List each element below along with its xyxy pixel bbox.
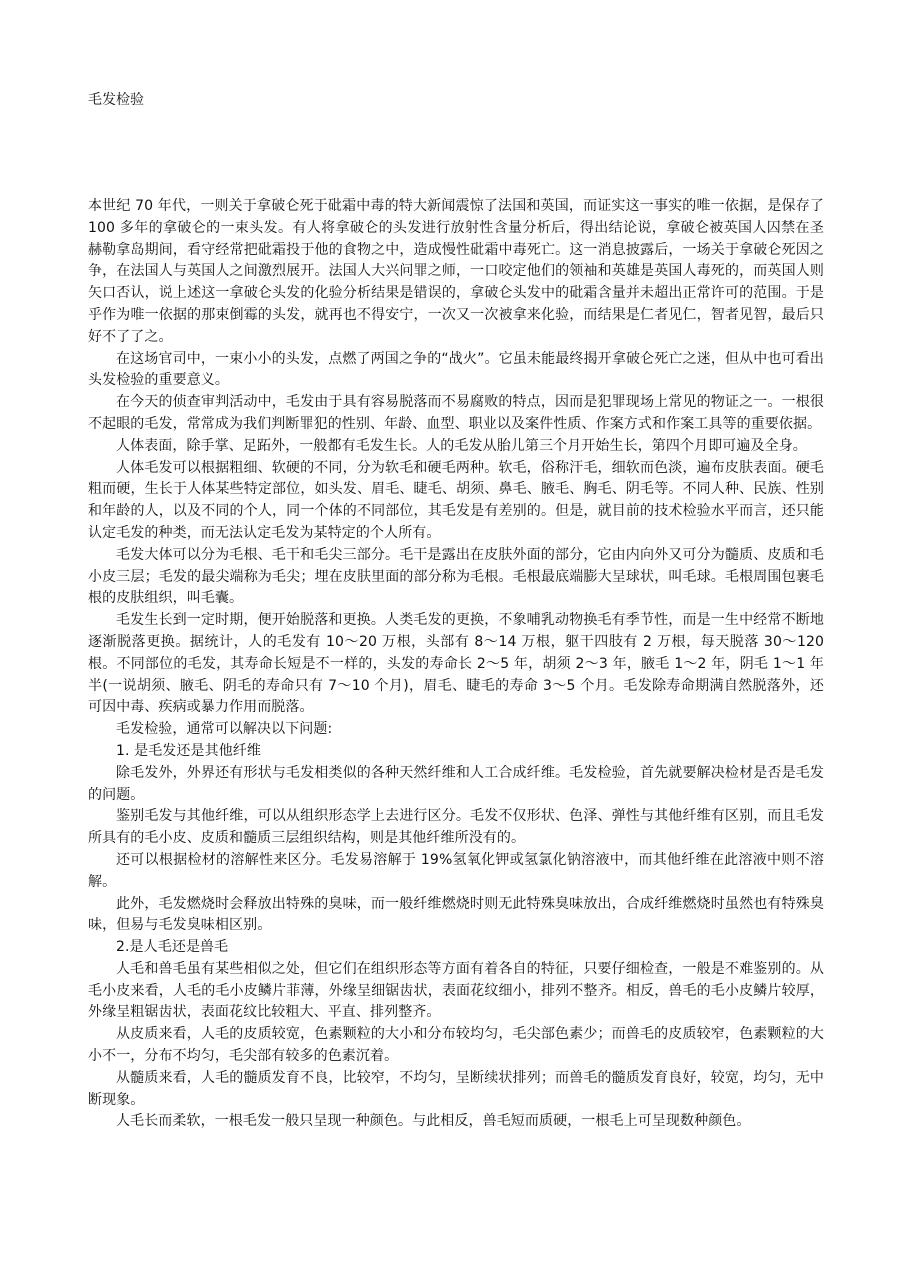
section-heading-human-or-animal: 2.是人毛还是兽毛	[116, 939, 229, 956]
paragraph-napoleon-story: 本世纪 70 年代，一则关于拿破仑死于砒霜中毒的特大新闻震惊了法国和英国，而证实这一事实的唯一依据，是保存了 100 多年的拿破仑的一束头发。有人将拿破仑的头发进行放射性含量分析后，得出结论说，拿破仑被英国人囚禁在圣赫勒拿岛期间，看守经常把砒霜投于他的食物之中，造成慢性砒霜中毒死亡。这一消息披露后，一场关于拿破仑死因之争，在法国人与英国人之间激烈展开。法国人大兴问罪之师，一口咬定他们的领袖和英雄是英国人毒死的，而英国人则矢口否认，说上述这一拿破仑头发的化验分析结果是错误的，拿破仑头发中的砒霜含量并未超出正常许可的范围。于是乎作为唯一依据的那束倒霉的头发，就再也不得安宁，一次又一次被拿来化验，而结果是仁者见仁，智者见智，最后只好不了了之。	[88, 198, 824, 345]
paragraph-significance: 在这场官司中，一束小小的头发，点燃了两国之争的“战火”。它虽未能最终揭开拿破仑死亡之迷，但从中也可看出头发检验的重要意义。	[88, 350, 824, 389]
paragraph-cuticle: 人毛和兽毛虽有某些相似之处，但它们在组织形态等方面有着各自的特征，只要仔细检查，一般是不难鉴别的。从毛小皮来看，人毛的毛小皮鳞片菲薄，外缘呈细锯齿状，表面花纹细小，排列不整齐。相反，兽毛的毛小皮鳞片较厚，外缘呈粗锯齿状，表面花纹比较粗大、平直、排列整齐。	[88, 960, 824, 1021]
paragraph-growth: 人体表面，除手掌、足跖外，一般都有毛发生长。人的毛发从胎儿第三个月开始生长，第四个月即可遍及全身。	[116, 437, 807, 454]
paragraph-hair-shedding: 毛发生长到一定时期，便开始脱落和更换。人类毛发的更换，不象哺乳动物换毛有季节性，而是一生中经常不断地逐渐脱落更换。据统计，人的毛发有 10～20 万根，头部有 8～14 万根，躯干四肢有 2 万根，每天脱落 30～120 根。不同部位的毛发，其寿命长短是不一样的，头发的寿命长 2～5 年，胡须 2～3 年，腋毛 1～2 年，阴毛 1～1 年半(一说胡须、腋毛、阴毛的寿命只有 7～10 个月)，眉毛、睫毛的寿命 3～5 个月。毛发除寿命期满自然脱落外，还可因中毒、疾病或暴力作用而脱落。	[88, 612, 824, 716]
paragraph-hair-structure: 毛发大体可以分为毛根、毛干和毛尖三部分。毛干是露出在皮肤外面的部分，它由内向外又可分为髓质、皮质和毛小皮三层；毛发的最尖端称为毛尖；埋在皮肤里面的部分称为毛根。毛根最底端膨大呈球状，叫毛球。毛根周围包裹毛根的皮肤组织，叫毛囊。	[88, 546, 824, 607]
paragraph-fiber-intro: 除毛发外，外界还有形状与毛发相类似的各种天然纤维和人工合成纤维。毛发检验，首先就要解决检材是否是毛发的问题。	[88, 764, 824, 803]
paragraph-cortex: 从皮质来看，人毛的皮质较宽，色素颗粒的大小和分布较均匀，毛尖部色素少；而兽毛的皮质较窄，色素颗粒的大小不一，分布不均匀，毛尖部有较多的色素沉着。	[88, 1026, 824, 1065]
paragraph-burning: 此外，毛发燃烧时会释放出特殊的臭味，而一般纤维燃烧时则无此特殊臭味放出，合成纤维燃烧时虽然也有特殊臭味，但易与毛发臭味相区别。	[88, 895, 824, 934]
paragraph-hair-types: 人体毛发可以根据粗细、软硬的不同，分为软毛和硬毛两种。软毛，俗称汗毛，细软而色淡，遍布皮肤表面。硬毛粗而硬，生长于人体某些特定部位，如头发、眉毛、睫毛、胡须、鼻毛、腋毛、胸毛、阴毛等。不同人种、民族、性别和年龄的人，以及不同的个人，同一个体的不同部位，其毛发是有差别的。但是，就目前的技术检验水平而言，还只能认定毛发的种类，而无法认定毛发为某特定的个人所有。	[88, 459, 824, 541]
paragraph-color: 人毛长而柔软，一根毛发一般只呈现一种颜色。与此相反，兽毛短而质硬，一根毛上可呈现数种颜色。	[116, 1113, 751, 1130]
section-heading-hair-or-fiber: 1. 是毛发还是其他纤维	[116, 742, 262, 759]
paragraph-morphology: 鉴别毛发与其他纤维，可以从组织形态学上去进行区分。毛发不仅形状、色泽、弹性与其他纤维有区别，而且毛发所具有的毛小皮、皮质和髓质三层组织结构，则是其他纤维所没有的。	[88, 808, 824, 847]
paragraph-medulla: 从髓质来看，人毛的髓质发育不良，比较窄，不均匀，呈断续状排列；而兽毛的髓质发育良好，较宽，均匀，无中断现象。	[88, 1069, 824, 1108]
paragraph-evidence: 在今天的侦查审判活动中，毛发由于具有容易脱落而不易腐败的特点，因而是犯罪现场上常见的物证之一。一根很不起眼的毛发，常常成为我们判断罪犯的性别、年龄、血型、职业以及案件性质、作案方式和作案工具等的重要依据。	[88, 394, 824, 432]
document-body	[88, 196, 824, 1133]
paragraph-solubility: 还可以根据检材的溶解性来区分。毛发易溶解于 19%氢氧化钾或氢氯化钠溶液中，而其他纤维在此溶液中则不溶解。	[88, 851, 824, 890]
document-title: 毛发检验	[88, 92, 144, 108]
paragraph-questions-intro: 毛发检验，通常可以解决以下问题:	[116, 721, 333, 738]
